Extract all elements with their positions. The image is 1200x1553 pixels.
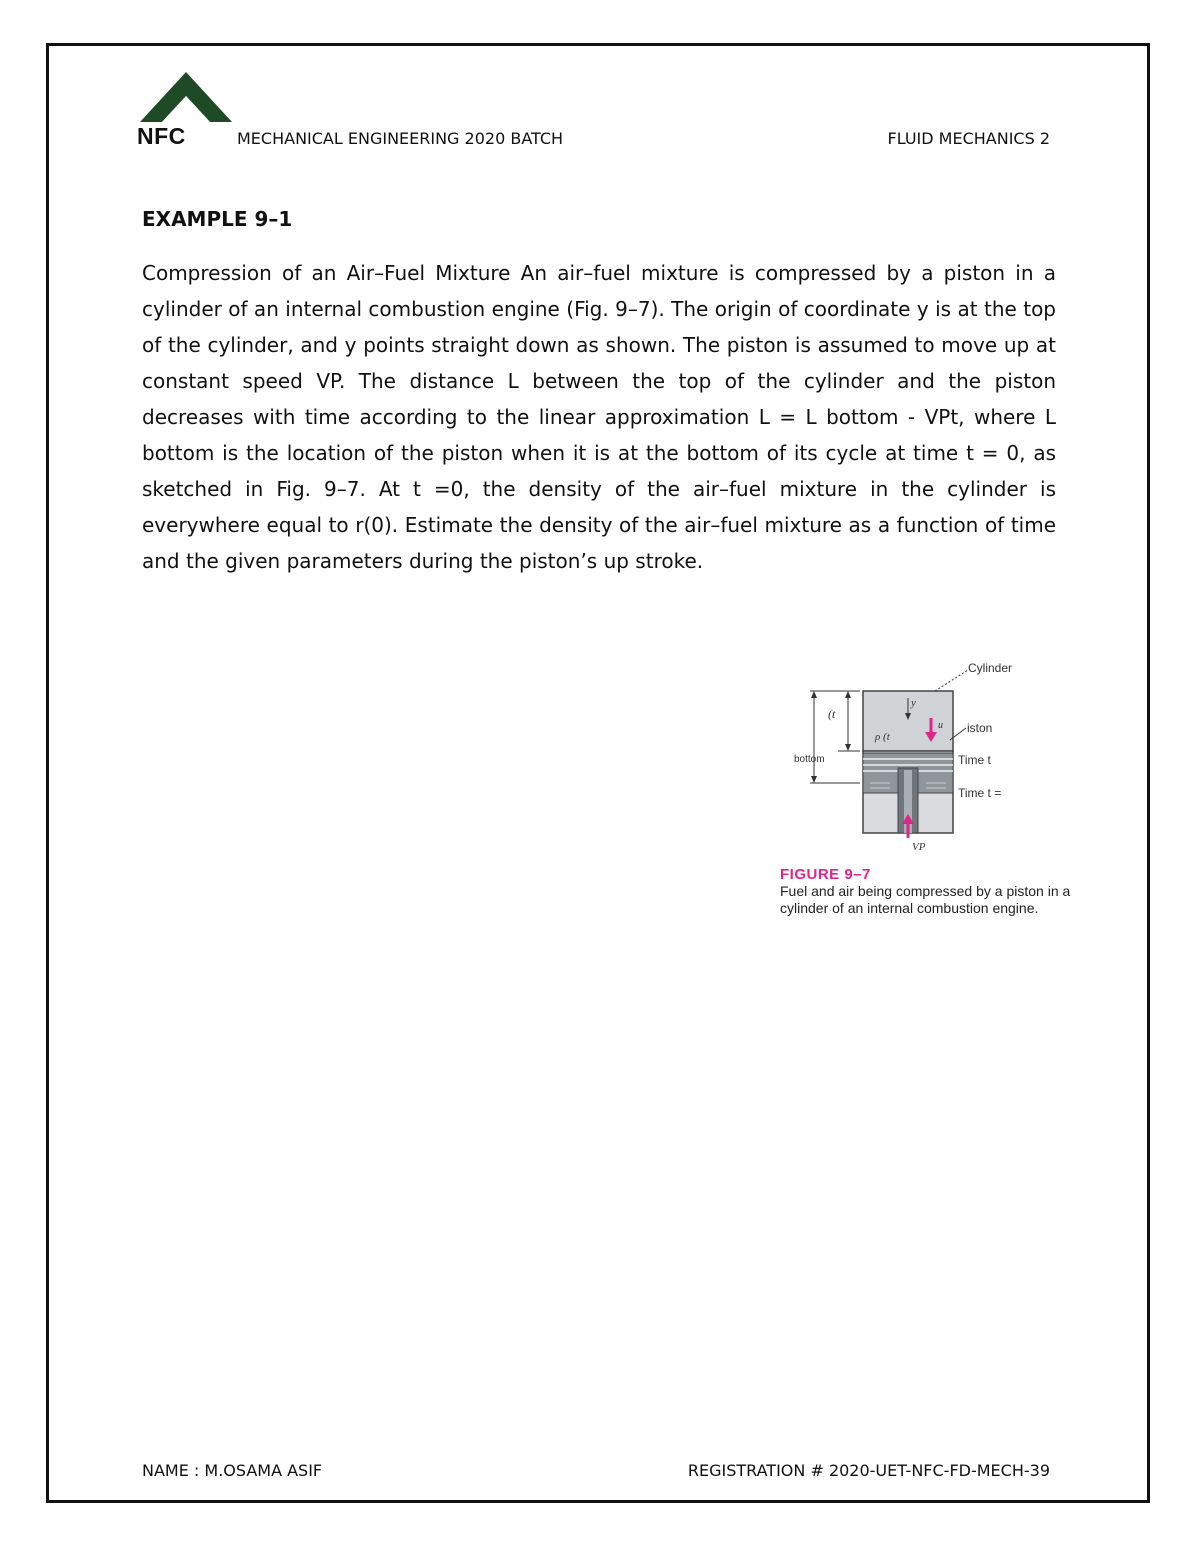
logo-text: NFC xyxy=(137,123,186,149)
svg-text:Time t =: Time t = xyxy=(958,786,1002,800)
figure-caption-text: Fuel and air being compressed by a piston in a cylinder of an internal combustion engine. xyxy=(780,883,1071,916)
footer-name: NAME : M.OSAMA ASIF xyxy=(142,1461,323,1480)
footer-registration: REGISTRATION # 2020-UET-NFC-FD-MECH-39 xyxy=(687,1461,1050,1480)
svg-text:bottom: bottom xyxy=(794,754,825,765)
header-course: FLUID MECHANICS 2 xyxy=(887,129,1050,148)
svg-text:u: u xyxy=(938,720,943,731)
svg-text:(t: (t xyxy=(828,707,836,721)
figure-label: FIGURE 9–7 xyxy=(780,866,871,883)
header-batch: MECHANICAL ENGINEERING 2020 BATCH xyxy=(237,129,564,148)
svg-text:ρ (t: ρ (t xyxy=(875,731,890,743)
piston-cylinder-figure xyxy=(790,658,1120,858)
svg-text:y: y xyxy=(911,697,916,709)
example-title: EXAMPLE 9–1 xyxy=(142,207,293,231)
svg-text:iston: iston xyxy=(967,721,993,735)
svg-text:Cylinder: Cylinder xyxy=(968,661,1013,675)
example-body: Compression of an Air–Fuel Mixture An air–fuel mixture is compressed by a piston in a cylinder of an internal combustion engine (Fig. 9–7). The origin of coordinate y is at the top of the cylinder, and y points straight down as shown. The piston is assumed to move up at constant speed VP. The distance L between the top of the cylinder and the piston decreases with time according to the linear approximation L = L bottom - VPt, where L bottom is the location of the piston when it is at the bottom of its cycle at time t = 0, as sketched in Fig. 9–7. At t =0, the density of the air–fuel mixture in the cylinder is everywhere equal to r(0). Estimate the density of the air–fuel mixture as a function of time and the given parameters during the piston’s up stroke. xyxy=(142,261,1056,573)
figure-caption xyxy=(780,866,1120,917)
svg-text:VP: VP xyxy=(912,841,926,853)
svg-text:Time t: Time t xyxy=(958,753,991,767)
